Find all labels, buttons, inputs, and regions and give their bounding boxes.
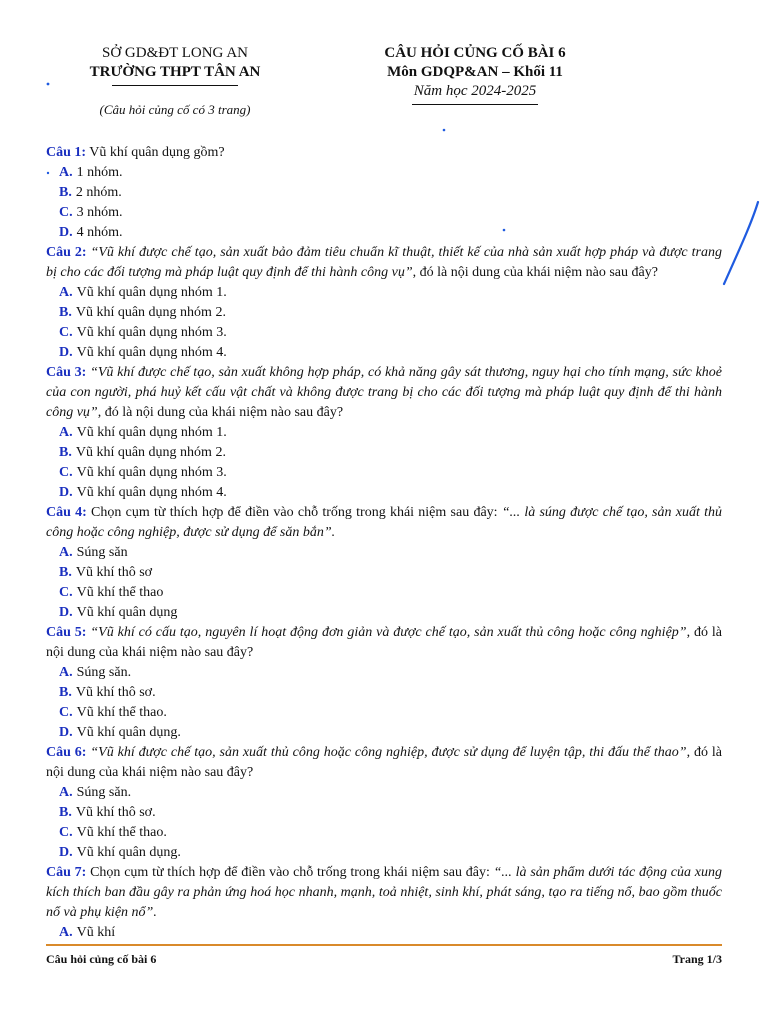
option-text: Vũ khí thô sơ. — [75, 685, 156, 700]
question-7 — [46, 863, 722, 923]
ink-dot — [44, 80, 52, 88]
answer-option — [46, 823, 722, 843]
school-year: Năm học 2024-2025 — [413, 83, 537, 99]
option-key: D. — [59, 485, 73, 500]
question-list — [46, 143, 722, 943]
option-text: Vũ khí quân dụng nhóm 2. — [75, 305, 226, 320]
question-quote: “Vũ khí được chế tạo, sản xuất bảo đảm tiêu chuẩn kĩ thuật, thiết kế của nhà sản xuất hợp pháp và được trang bị cho các đối tượng mà pháp luật quy định để thi hành công vụ” — [46, 245, 722, 280]
question-4 — [46, 503, 722, 543]
answer-option — [46, 683, 722, 703]
question-3 — [46, 363, 722, 423]
option-key: D. — [59, 725, 73, 740]
answer-option — [46, 483, 722, 503]
answer-option — [46, 663, 722, 683]
question-text: , đó là nội dung của khái niệm nào sau đây? — [412, 265, 658, 280]
question-label: Câu 2: — [46, 245, 87, 260]
option-key: B. — [59, 805, 72, 820]
option-text: Súng săn — [76, 545, 128, 560]
exam-title: CÂU HỎI CỦNG CỐ BÀI 6 — [384, 45, 566, 61]
answer-option — [46, 723, 722, 743]
option-text: Vũ khí quân dụng nhóm 2. — [75, 445, 226, 460]
option-key: A. — [59, 925, 73, 940]
ink-dot — [44, 169, 52, 177]
option-key: A. — [59, 425, 73, 440]
option-text: Vũ khí quân dụng nhóm 1. — [76, 285, 227, 300]
option-key: A. — [59, 665, 73, 680]
answer-option — [46, 603, 722, 623]
option-text: Vũ khí quân dụng nhóm 1. — [76, 425, 227, 440]
option-text: 2 nhóm. — [75, 185, 122, 200]
question-6 — [46, 743, 722, 783]
footer-title: Câu hỏi củng cố bài 6 — [46, 952, 157, 966]
option-key: B. — [59, 565, 72, 580]
option-text: Vũ khí thể thao — [76, 585, 164, 600]
header-divider-left — [112, 85, 238, 86]
footer-divider — [46, 944, 722, 946]
option-key: B. — [59, 445, 72, 460]
answer-option — [46, 923, 722, 943]
question-quote: “Vũ khí có cấu tạo, nguyên lí hoạt động đơn giản và được chế tạo, sản xuất thủ công hoặc công nghiệp” — [86, 625, 687, 640]
question-label: Câu 7: — [46, 865, 87, 880]
option-key: C. — [59, 825, 73, 840]
option-key: A. — [59, 285, 73, 300]
option-text: Súng săn. — [76, 785, 132, 800]
option-text: Vũ khí thô sơ — [75, 565, 153, 580]
option-key: D. — [59, 605, 73, 620]
question-label: Câu 4: — [46, 505, 87, 520]
option-text: Vũ khí thô sơ. — [75, 805, 156, 820]
exam-header — [360, 44, 590, 105]
answer-option — [46, 343, 722, 363]
answer-option — [46, 703, 722, 723]
question-text: , đó là nội dung của khái niệm nào sau đây? — [46, 745, 722, 780]
page-number: Trang 1/3 — [672, 952, 722, 966]
question-quote: “Vũ khí được chế tạo, sản xuất không hợp pháp, có khả năng gây sát thương, nguy hại cho tính mạng, sức khoẻ của con người, phá huỷ kết cấu vật chất và không được trang bị cho các đối tượng mà pháp luật quy định để thi hành công vụ” — [46, 365, 722, 420]
answer-option — [46, 163, 722, 183]
question-5 — [46, 623, 722, 663]
option-key: B. — [59, 685, 72, 700]
page-count-note: (Câu hỏi củng cố có 3 trang) — [99, 102, 251, 117]
question-text: , đó là nội dung của khái niệm nào sau đây? — [46, 625, 723, 660]
question-2 — [46, 243, 722, 283]
option-text: Vũ khí thể thao. — [76, 825, 167, 840]
option-key: C. — [59, 705, 73, 720]
option-key: A. — [59, 165, 73, 180]
answer-option — [46, 203, 722, 223]
option-key: C. — [59, 325, 73, 340]
ink-dot — [440, 126, 448, 134]
answer-option — [46, 543, 722, 563]
option-text: Vũ khí quân dụng nhóm 3. — [76, 465, 227, 480]
option-text: Súng săn. — [76, 665, 132, 680]
question-text: , đó là nội dung của khái niệm nào sau đây? — [97, 405, 344, 420]
option-key: B. — [59, 185, 72, 200]
answer-option — [46, 183, 722, 203]
question-label: Câu 6: — [46, 745, 87, 760]
answer-option — [46, 583, 722, 603]
option-key: A. — [59, 785, 73, 800]
option-text: 3 nhóm. — [76, 205, 123, 220]
answer-option — [46, 843, 722, 863]
question-label: Câu 1: — [46, 145, 87, 160]
option-key: C. — [59, 205, 73, 220]
answer-option — [46, 463, 722, 483]
question-quote: “... là sản phẩm dưới tác động của xung kích thích ban đầu gây ra phản ứng hoá học nhanh, mạnh, toả nhiệt, sinh khí, phát sáng, tạo ra tiếng nổ, bao gồm thuốc nổ và phụ kiện nổ”. — [46, 865, 722, 920]
department-name: SỞ GD&ĐT LONG AN — [102, 45, 248, 61]
subject-grade: Môn GDQP&AN – Khối 11 — [387, 64, 563, 80]
option-key: D. — [59, 845, 73, 860]
answer-option — [46, 563, 722, 583]
option-text: Vũ khí — [76, 925, 116, 940]
answer-option — [46, 323, 722, 343]
option-text: 1 nhóm. — [76, 165, 123, 180]
question-quote: “Vũ khí được chế tạo, sản xuất thủ công hoặc công nghiệp, được sử dụng để luyện tập, thi đấu thể thao” — [86, 745, 687, 760]
option-text: Vũ khí quân dụng. — [76, 845, 181, 860]
question-1 — [46, 143, 722, 163]
pen-stroke-mark — [718, 198, 764, 290]
school-name: TRƯỜNG THPT TÂN AN — [89, 64, 261, 80]
school-header — [50, 44, 300, 86]
option-key: C. — [59, 465, 73, 480]
option-text: Vũ khí quân dụng nhóm 4. — [76, 345, 227, 360]
option-key: B. — [59, 305, 72, 320]
question-label: Câu 5: — [46, 625, 87, 640]
option-text: Vũ khí thể thao. — [76, 705, 167, 720]
question-quote: “... là súng được chế tạo, sản xuất thủ công hoặc công nghiệp, được sử dụng để săn bắn”. — [46, 505, 722, 540]
answer-option — [46, 423, 722, 443]
option-key: C. — [59, 585, 73, 600]
option-key: A. — [59, 545, 73, 560]
answer-option — [46, 443, 722, 463]
question-label: Câu 3: — [46, 365, 87, 380]
option-text: Vũ khí quân dụng nhóm 3. — [76, 325, 227, 340]
option-text: Vũ khí quân dụng — [76, 605, 178, 620]
option-key: D. — [59, 345, 73, 360]
question-text: Vũ khí quân dụng gồm? — [86, 145, 225, 160]
answer-option — [46, 303, 722, 323]
ink-dot — [500, 226, 508, 234]
option-text: Vũ khí quân dụng nhóm 4. — [76, 485, 227, 500]
answer-option — [46, 283, 722, 303]
option-key: D. — [59, 225, 73, 240]
answer-option — [46, 803, 722, 823]
answer-option — [46, 223, 722, 243]
header-divider-right — [412, 104, 538, 105]
question-text: Chọn cụm từ thích hợp để điền vào chỗ trống trong khái niệm sau đây: — [86, 505, 502, 520]
question-text: Chọn cụm từ thích hợp để điền vào chỗ trống trong khái niệm sau đây: — [86, 865, 494, 880]
option-text: Vũ khí quân dụng. — [76, 725, 181, 740]
answer-option — [46, 783, 722, 803]
option-text: 4 nhóm. — [76, 225, 123, 240]
